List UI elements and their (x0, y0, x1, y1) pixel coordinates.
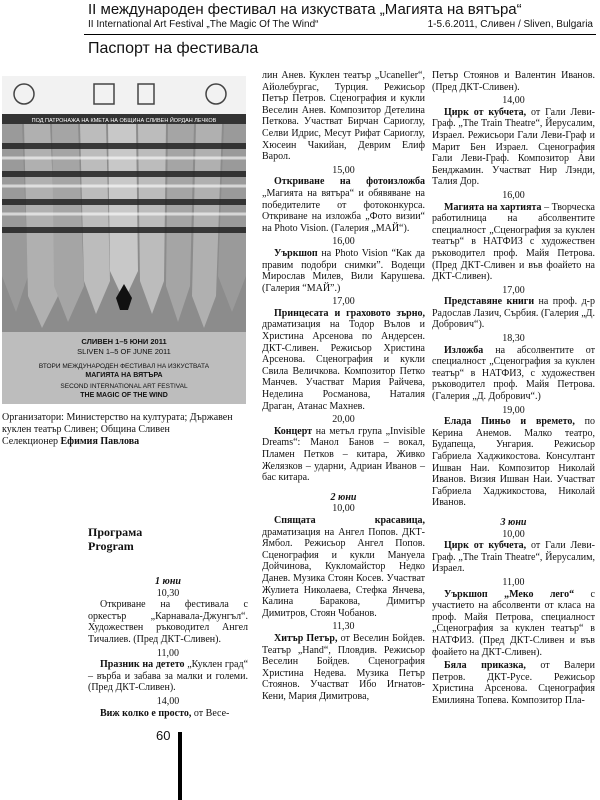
header-subtitle-en: II International Art Festival „The Magic Of The Wind“ (88, 19, 319, 30)
selector-label: Селекционер (2, 436, 59, 447)
event-time: 18,30 (502, 333, 525, 345)
page-number: 60 (156, 728, 171, 743)
event-time: 14,00 (502, 95, 525, 107)
event-title: Уъркшоп (274, 247, 318, 259)
page-bar (178, 732, 182, 800)
event-time: 10,30 (156, 587, 180, 599)
organizers: Организатори: Министерство на културата; Държавен куклен театър Сливен; Община Сливен (2, 412, 233, 435)
event-text: от Валери Петров. ДКТ-Русе. Режисьор Христина Арсенова. Сценография Емилияна Топева. Композитор Пла- (432, 660, 595, 706)
event-text: „Куклен град“ – върба и забава за малки и големи. (Пред ДКТ-Сливен). (88, 659, 249, 694)
event-text: на абсолвентите от специалност „Сценография за куклен театър“ в НАТФИЗ, с художествен ръководител проф. Майя Петрова. (Галерия „Д. Добрович“.) (432, 344, 596, 403)
event-time: 11,00 (502, 576, 525, 588)
event-text: от Весе- (193, 707, 230, 719)
event-title: Магията на хартията (444, 201, 542, 213)
event-entry (262, 426, 425, 484)
poster-name-bg-1: ВТОРИ МЕЖДУНАРОДЕН ФЕСТИВАЛ НА ИЗКУСТВАТА (38, 363, 210, 370)
header-title-bg: II международен фестивал на изкуствата „Магията на вятъра“ (88, 2, 522, 18)
event-time: 11,00 (156, 647, 180, 659)
event-time: 14,00 (156, 695, 180, 707)
event-time: 20,00 (332, 414, 355, 426)
event-title: Бяла приказка, (444, 660, 526, 672)
event-title: Хитър Петър, (274, 632, 338, 644)
program-column-1 (88, 572, 248, 721)
event-text: Петър Стоянов и Валентин Иванов. (Пред ДКТ-Сливен). (432, 70, 595, 93)
event-entry (88, 659, 248, 694)
poster-caption (2, 412, 248, 448)
program-column-3 (432, 70, 595, 708)
event-title: Празник на детето (100, 659, 185, 671)
event-title: Цирк от кубчета, (444, 106, 527, 118)
poster-name-en-1: SECOND INTERNATIONAL ART FESTIVAL (60, 383, 188, 390)
event-title: Откриване на фотоизложба (274, 176, 425, 188)
event-text: „Магията на вятъра“ и обявяване на победителите от фотоконкурса. Откриване на изложба „Фото визии“ на Photo Vision. (Галерия „МАЙ“). (262, 187, 425, 234)
poster-graphic (2, 76, 246, 404)
event-entry (262, 515, 425, 619)
event-title: Виж колко е просто, (100, 707, 192, 719)
event-title: Концерт (274, 425, 313, 437)
poster-patronage: ПОД ПАТРОНАЖА НА КМЕТА НА ОБЩИНА СЛИВЕН ЙОРДАН ЛЕЧКОВ (31, 118, 217, 124)
program-column-2 (262, 70, 425, 704)
day-heading: 2 юни (330, 491, 357, 503)
event-time: 10,00 (332, 503, 355, 515)
header-dates-place: 1-5.6.2011, Сливен / Sliven, Bulgaria (427, 19, 593, 30)
day-heading: 1 юни (155, 576, 181, 587)
event-text: на Photo Vision “Как да правим подобри снимки”. Водещи Мирослав Милев, Вили Карушева. (Галерия “МАЙ”.) (262, 247, 425, 294)
event-entry (432, 345, 595, 403)
event-entry (432, 416, 595, 509)
poster-dates-en: SLIVEN 1–5 OF JUNE 2011 (77, 347, 171, 356)
event-title: Изложба (444, 344, 484, 356)
event-entry (432, 660, 595, 706)
poster-dates-bg: СЛИВЕН 1–5 ЮНИ 2011 (81, 337, 167, 346)
event-entry (432, 202, 595, 283)
event-text: от Веселин Бойдев. Театър „Hand“, Пловдив. Режисьор Веселин Бойдев. Сценография Христина Недева. Музика Петър Стоянов. Участват Ибо Игнатов-Кени, Мария Димитрова, (262, 632, 425, 702)
program-heading (88, 525, 142, 553)
event-entry (262, 248, 425, 294)
program-title-bg: Програма (88, 525, 143, 539)
event-title: Цирк от кубчета, (444, 540, 527, 552)
event-text: Откриване на фестивала с оркестър „Карнавала-Джунгъл“. Художествен ръководител Ангел Тичалиев. (Пред ДКТ-Сливен). (88, 599, 248, 645)
poster-name-bg-2: МАГИЯТА НА ВЯТЪРА (85, 372, 163, 379)
event-time: 17,00 (502, 284, 525, 296)
event-time: 17,00 (332, 296, 355, 308)
event-text: драматизация на Тодор Вълов и Христина Арсенова по Андерсен. ДКТ-Сливен. Режисьор Христина Арсенова. Сценография и кукли Свила Величкова. Композитор Петко Манчев. Участват Мария Райчева, Неделина Росманова, Наталия Драган, Атанас Махнев. (262, 319, 425, 412)
event-text: – Творческа работилница на абсолвентите специалност „Сценография за куклен театър“ в НАТФИЗ с художествен ръководител проф. Майя Петрова. (Пред ДКТ-Сливен и във фоайето на ДКТ-Сливен). (432, 201, 595, 283)
event-text: с участието на абсолвенти от класа на проф. Майя Петрова, специалност „Сценография за куклен театър“ в НАТФИЗ. (Пред ДКТ-Сливен и във фоайето на ДКТ-Сливен). (432, 588, 595, 658)
section-title: Паспорт на фестивала (88, 40, 259, 57)
event-time: 16,00 (502, 189, 525, 201)
event-title: Спящата красавица, (274, 514, 425, 526)
program-title-en: Program (88, 539, 134, 553)
event-text: по Керина Анемов. Малко театро, Будапеща, Унгария. Режисьор Габриела Хаджикостова. Консултант Ишван Наи. Композитор Николай Иванов. Визия Ишван Наи. Участват Габриела Хаджикостова, Николай Иванов. (432, 416, 596, 509)
event-time: 11,30 (332, 621, 355, 633)
event-entry (432, 296, 595, 331)
event-time: 10,00 (502, 528, 525, 540)
event-entry (432, 107, 595, 188)
event-entry (262, 633, 425, 703)
event-title: Елада Пиньо и времето, (444, 416, 575, 428)
event-entry (262, 176, 425, 234)
header-rule (84, 34, 596, 35)
event-title: Принцесата и граховото зърно, (274, 307, 425, 319)
event-text: от Гали Леви-Граф. „The Train Theatre“, Йерусалим, Израел. Режисьори Гали Леви-Граф и Марит Бен Израел. Сценография Гали Леви-Граф. Композитор Ави Бенджамин. Участват Нир Лэнди, Талия Дор. (432, 106, 595, 188)
event-text: на метъл група „Invisible Dreams“: Манол Банов – вокал, Пламен Петков – китара, Живко Желязков – ударни, Адриан Иванов – бас китара. (262, 425, 426, 484)
event-title: Уъркшоп „Меко лего“ (444, 588, 575, 600)
event-entry (432, 589, 595, 659)
event-time: 16,00 (332, 236, 355, 248)
event-title: Представяне книги (444, 296, 535, 308)
festival-poster (2, 76, 246, 404)
event-entry (432, 540, 595, 575)
header-subtitle (88, 19, 593, 31)
event-entry (262, 308, 425, 412)
day-heading: 3 юни (500, 516, 527, 528)
event-text: на проф. д-р Радослав Лазич, Сърбия. (Галерия „Д. Добрович“). (432, 296, 595, 331)
event-entry (88, 708, 248, 720)
event-text: лин Анев. Куклен театър „Ucaneller“, Айолебургас, Турция. Режисьор Петър Петров. Сценография и кукли Веселин Анев. Композитор Детелина Петкова. Участват Бирчан Сариоглу, Селви Идрис, Месут Рифат Сариоглу, Хюсеин Чакийан, Деврим Елиф Варол. (262, 70, 425, 163)
event-text: от Гали Леви-Граф. „The Train Theatre“, Йерусалим, Израел. (432, 540, 595, 575)
event-time: 15,00 (332, 164, 355, 176)
event-time: 19,00 (502, 404, 525, 416)
selector-name: Ефимия Павлова (60, 436, 140, 447)
poster-name-en-2: THE MAGIC OF THE WIND (80, 392, 168, 399)
event-text: драматизация на Ангел Попов. ДКТ-Ямбол. Режисьор Ангел Попов. Сценография и кукли Мануела Дойчинова, Кукломайстор Недко Данев. Музика Стоян Косев. Участват Жулиета Николаева, Стефка Янчева, Калина Баракова, Димитър Димитров, Стоян Чобанов. (262, 526, 425, 619)
